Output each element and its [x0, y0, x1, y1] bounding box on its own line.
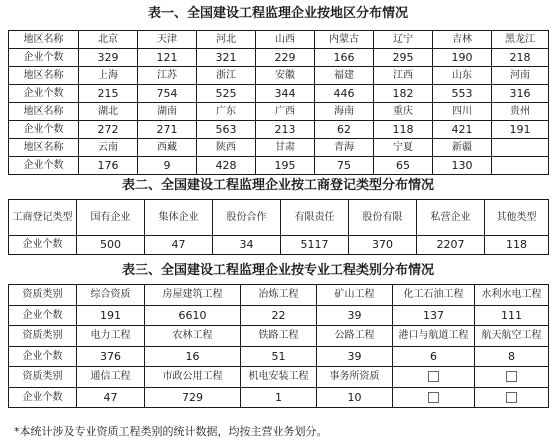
table3-category-cell: 通信工程 — [77, 367, 145, 388]
table3-category-cell: 房屋建筑工程 — [145, 285, 241, 306]
table1-region-cell: 江苏 — [138, 67, 197, 85]
table1-count-cell: 190 — [433, 49, 492, 67]
table3-count-cell: 6610 — [145, 306, 241, 326]
table2-count-cell: 370 — [349, 236, 417, 255]
table1-region-row — [9, 31, 549, 49]
table3-row-label: 企业个数 — [9, 388, 77, 408]
table1-region-cell: 广东 — [197, 103, 256, 121]
table3-count-cell: 729 — [145, 388, 241, 408]
table1-count-cell: 166 — [315, 49, 374, 67]
table1-region-cell: 山西 — [256, 31, 315, 49]
table3-count-cell: 6 — [393, 347, 475, 367]
table2-count-cell: 500 — [77, 236, 145, 255]
empty-checkbox-icon — [428, 392, 439, 403]
table1-row-label: 企业个数 — [9, 157, 79, 175]
table1-region-cell: 浙江 — [197, 67, 256, 85]
table2-type-cell: 其他类型 — [485, 200, 549, 236]
table1-count-cell: 213 — [256, 121, 315, 139]
table1-count-row — [9, 49, 549, 67]
table1-row-label: 企业个数 — [9, 85, 79, 103]
table3-row-label: 资质类别 — [9, 285, 77, 306]
table1-count-cell: 316 — [492, 85, 549, 103]
table2-type-cell: 集体企业 — [145, 200, 213, 236]
table1-region-cell: 陕西 — [197, 139, 256, 157]
table1-region-cell: 山东 — [433, 67, 492, 85]
table1-region-row — [9, 103, 549, 121]
table1-region-cell: 青海 — [315, 139, 374, 157]
table3-count-cell: 111 — [475, 306, 549, 326]
empty-checkbox-icon — [428, 371, 439, 382]
table1-region-cell: 河北 — [197, 31, 256, 49]
table1-count-cell: 428 — [197, 157, 256, 175]
table1-region-distribution — [8, 30, 549, 175]
table3-count-cell: 39 — [317, 347, 393, 367]
table1-count-cell: 176 — [79, 157, 138, 175]
table1-region-cell: 云南 — [79, 139, 138, 157]
table1-count-cell: 191 — [492, 121, 549, 139]
table1-count-cell: 754 — [138, 85, 197, 103]
table3-count-row — [9, 347, 549, 367]
table1-count-cell: 272 — [79, 121, 138, 139]
table3-category-row — [9, 285, 549, 306]
table3-specialty-distribution — [8, 284, 549, 408]
table1-count-cell: 9 — [138, 157, 197, 175]
table2-count-cell: 2207 — [417, 236, 485, 255]
table2-count-cell: 34 — [213, 236, 281, 255]
table1-region-cell: 宁夏 — [374, 139, 433, 157]
table3-count-cell: 51 — [241, 347, 317, 367]
table1-count-cell: 329 — [79, 49, 138, 67]
table1-count-cell: 295 — [374, 49, 433, 67]
table3-title: 表三、全国建设工程监理企业按专业工程类别分布情况 — [121, 263, 434, 278]
table3-row-label: 资质类别 — [9, 367, 77, 388]
table2-count-cell: 5117 — [281, 236, 349, 255]
table1-region-cell: 上海 — [79, 67, 138, 85]
table1-row-label: 企业个数 — [9, 121, 79, 139]
empty-checkbox-icon — [506, 392, 517, 403]
table1-region-cell: 安徽 — [256, 67, 315, 85]
table3-category-row — [9, 326, 549, 347]
table1-region-cell: 新疆 — [433, 139, 492, 157]
table2-row-label: 企业个数 — [9, 236, 77, 255]
table3-empty-cell — [475, 367, 549, 388]
table3-category-cell: 航天航空工程 — [475, 326, 549, 347]
table1-row-label: 地区名称 — [9, 103, 79, 121]
table2-count-cell: 47 — [145, 236, 213, 255]
table1-count-row — [9, 121, 549, 139]
table1-count-cell: 75 — [315, 157, 374, 175]
table1-region-cell: 贵州 — [492, 103, 549, 121]
table3-row-label: 企业个数 — [9, 347, 77, 367]
table1-region-cell: 河南 — [492, 67, 549, 85]
table1-count-cell: 182 — [374, 85, 433, 103]
table1-region-cell: 湖南 — [138, 103, 197, 121]
table3-empty-cell — [393, 388, 475, 408]
table3-category-row — [9, 367, 549, 388]
table3-category-cell: 电力工程 — [77, 326, 145, 347]
table1-region-cell: 天津 — [138, 31, 197, 49]
table3-category-cell: 公路工程 — [317, 326, 393, 347]
table1-count-cell: 446 — [315, 85, 374, 103]
table2-title: 表二、全国建设工程监理企业按工商登记类型分布情况 — [121, 178, 434, 193]
table1-count-cell: 218 — [492, 49, 549, 67]
table1-count-cell: 65 — [374, 157, 433, 175]
table3-category-cell: 冶炼工程 — [241, 285, 317, 306]
empty-checkbox-icon — [506, 371, 517, 382]
table3-category-cell: 事务所资质 — [317, 367, 393, 388]
table3-category-cell: 农林工程 — [145, 326, 241, 347]
table1-count-cell: 195 — [256, 157, 315, 175]
table3-category-cell: 化工石油工程 — [393, 285, 475, 306]
table3-category-cell: 市政公用工程 — [145, 367, 241, 388]
table3-category-cell: 铁路工程 — [241, 326, 317, 347]
table1-count-cell: 525 — [197, 85, 256, 103]
table2-type-cell: 私营企业 — [417, 200, 485, 236]
table1-row-label: 地区名称 — [9, 31, 79, 49]
table1-region-row — [9, 139, 549, 157]
table1-region-cell: 广西 — [256, 103, 315, 121]
table3-empty-cell — [475, 388, 549, 408]
table3-count-cell: 376 — [77, 347, 145, 367]
table1-region-cell: 四川 — [433, 103, 492, 121]
table2-header-label: 工商登记类型 — [9, 200, 77, 236]
table2-type-cell: 股份有限 — [349, 200, 417, 236]
table1-count-row — [9, 85, 549, 103]
table1-row-label: 企业个数 — [9, 49, 79, 67]
table3-count-cell: 47 — [77, 388, 145, 408]
table3-count-cell: 8 — [475, 347, 549, 367]
table1-region-row — [9, 67, 549, 85]
table3-category-cell: 综合资质 — [77, 285, 145, 306]
table1-count-cell: 118 — [374, 121, 433, 139]
table3-category-cell: 港口与航道工程 — [393, 326, 475, 347]
table2-type-cell: 国有企业 — [77, 200, 145, 236]
table1-row-label: 地区名称 — [9, 139, 79, 157]
table3-row-label: 企业个数 — [9, 306, 77, 326]
table2-registration-type-distribution — [8, 199, 549, 255]
table3-count-cell: 16 — [145, 347, 241, 367]
table1-count-row — [9, 157, 549, 175]
table1-count-cell: 121 — [138, 49, 197, 67]
table3-count-row — [9, 306, 549, 326]
table1-region-cell: 福建 — [315, 67, 374, 85]
table1-count-cell: 229 — [256, 49, 315, 67]
table1-region-cell — [492, 139, 549, 157]
table2-type-cell: 有限责任 — [281, 200, 349, 236]
table3-count-cell: 1 — [241, 388, 317, 408]
table1-region-cell: 辽宁 — [374, 31, 433, 49]
table1-count-cell: 271 — [138, 121, 197, 139]
table1-row-label: 地区名称 — [9, 67, 79, 85]
table1-count-cell — [492, 157, 549, 175]
table3-count-cell: 191 — [77, 306, 145, 326]
table1-count-cell: 553 — [433, 85, 492, 103]
table1-count-cell: 130 — [433, 157, 492, 175]
table3-category-cell: 机电安装工程 — [241, 367, 317, 388]
table3-empty-cell — [393, 367, 475, 388]
table1-region-cell: 甘肃 — [256, 139, 315, 157]
table1-title: 表一、全国建设工程监理企业按地区分布情况 — [147, 6, 408, 21]
table1-count-cell: 563 — [197, 121, 256, 139]
table3-category-cell: 水利水电工程 — [475, 285, 549, 306]
table1-count-cell: 421 — [433, 121, 492, 139]
footnote: *本统计涉及专业资质工程类别的统计数据，均按主营业务划分。 — [14, 425, 328, 438]
table2-header-row — [9, 200, 549, 236]
table2-count-cell: 118 — [485, 236, 549, 255]
table1-region-cell: 西藏 — [138, 139, 197, 157]
table1-region-cell: 北京 — [79, 31, 138, 49]
table1-region-cell: 黑龙江 — [492, 31, 549, 49]
table3-count-cell: 22 — [241, 306, 317, 326]
table2-type-cell: 股份合作 — [213, 200, 281, 236]
table1-region-cell: 吉林 — [433, 31, 492, 49]
table3-count-row — [9, 388, 549, 408]
table1-count-cell: 215 — [79, 85, 138, 103]
table3-count-cell: 10 — [317, 388, 393, 408]
table3-count-cell: 39 — [317, 306, 393, 326]
table3-row-label: 资质类别 — [9, 326, 77, 347]
table3-count-cell: 137 — [393, 306, 475, 326]
table1-region-cell: 海南 — [315, 103, 374, 121]
table1-count-cell: 62 — [315, 121, 374, 139]
table1-count-cell: 344 — [256, 85, 315, 103]
table1-region-cell: 湖北 — [79, 103, 138, 121]
table1-region-cell: 重庆 — [374, 103, 433, 121]
table3-category-cell: 矿山工程 — [317, 285, 393, 306]
table2-count-row — [9, 236, 549, 255]
table1-region-cell: 内蒙古 — [315, 31, 374, 49]
table1-region-cell: 江西 — [374, 67, 433, 85]
table1-count-cell: 321 — [197, 49, 256, 67]
